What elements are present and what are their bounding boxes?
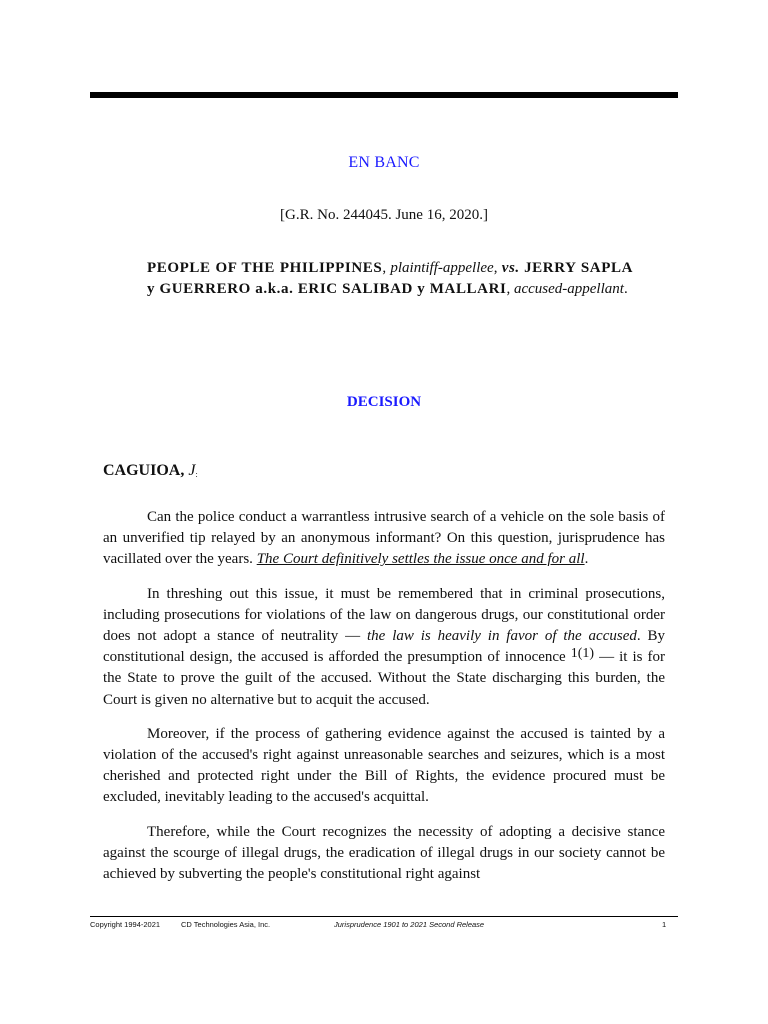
paragraph-1: Can the police conduct a warrantless intrusive search of a vehicle on the sole basis of an unverified tip relayed by an anonymous informant? On this question, jurisprudence has vacillated over the years. The Court definitively settles the issue once and for all. [103, 509, 665, 568]
footer-page-number: 1 [662, 920, 667, 929]
ponente: CAGUIOA, $J_:$ [103, 462, 198, 479]
emphasis-underlined: The Court definitively settles the issue once and for all [256, 551, 585, 568]
paragraph-3: Moreover, if the process of gathering evidence against the accused is tainted by a violation of the accused's right against unreasonable searches and seizures, which is a most cherished and protected right under the Bill of Rights, the evidence procured must be excluded, inevitably leading to the accused's acquittal. [103, 725, 665, 806]
paragraph-4: Therefore, while the Court recognizes the necessity of adopting a decisive stance against the scourge of illegal drugs, the eradication of illegal drugs in our society cannot be achieved by subverting the people's constitutional right against [103, 823, 665, 883]
footer-rule [90, 916, 678, 917]
accused-name: JERRY SAPLA y GUERRERO a.k.a. ERIC SALIBAD y MALLARI [147, 260, 634, 297]
paragraph-2: In threshing out this issue, it must be remembered that in criminal prosecutions, including prosecutions for violations of the law on dangerous drugs, our constitutional order does not adopt a stance of neutrality — the law is heavily in favor of the accused. By constitutional design, the accused is afforded the presumption of innocence 1(1) — it is for the State to prove the guilt of the accused. Without the State discharging this burden, the Court is given no alternative but to acquit the accused. [103, 585, 665, 708]
decision-title: DECISION [346, 394, 422, 410]
top-rule [90, 92, 678, 98]
ponente-title: J [188, 462, 196, 479]
ponente-mark: : [195, 470, 198, 479]
plaintiff-name: PEOPLE OF THE PHILIPPINES [147, 260, 383, 276]
footer-release: Jurisprudence 1901 to 2021 Second Release [334, 920, 485, 929]
footnote-link[interactable]: 1(1) [570, 646, 595, 662]
ponente-name: CAGUIOA [103, 462, 181, 479]
court-division: EN BANC [348, 154, 420, 171]
accused-role: accused-appellant [513, 281, 624, 297]
emphasis-italic: the law is heavily in favor of the accused [367, 628, 637, 645]
plaintiff-role: plaintiff-appellee [390, 260, 494, 276]
case-parties: PEOPLE OF THE PHILIPPINES, plaintiff-appellee, vs. JERRY SAPLA y GUERRERO a.k.a. ERIC SALIBAD y MALLARI, accused-appellant. [147, 260, 634, 297]
footer-company: CD Technologies Asia, Inc. [181, 920, 271, 929]
versus: vs. [501, 260, 520, 276]
footer-copyright: Copyright 1994-2021 [90, 920, 161, 929]
case-number: [G.R. No. 244045. June 16, 2020.] [280, 207, 488, 223]
decision-body [103, 507, 665, 885]
